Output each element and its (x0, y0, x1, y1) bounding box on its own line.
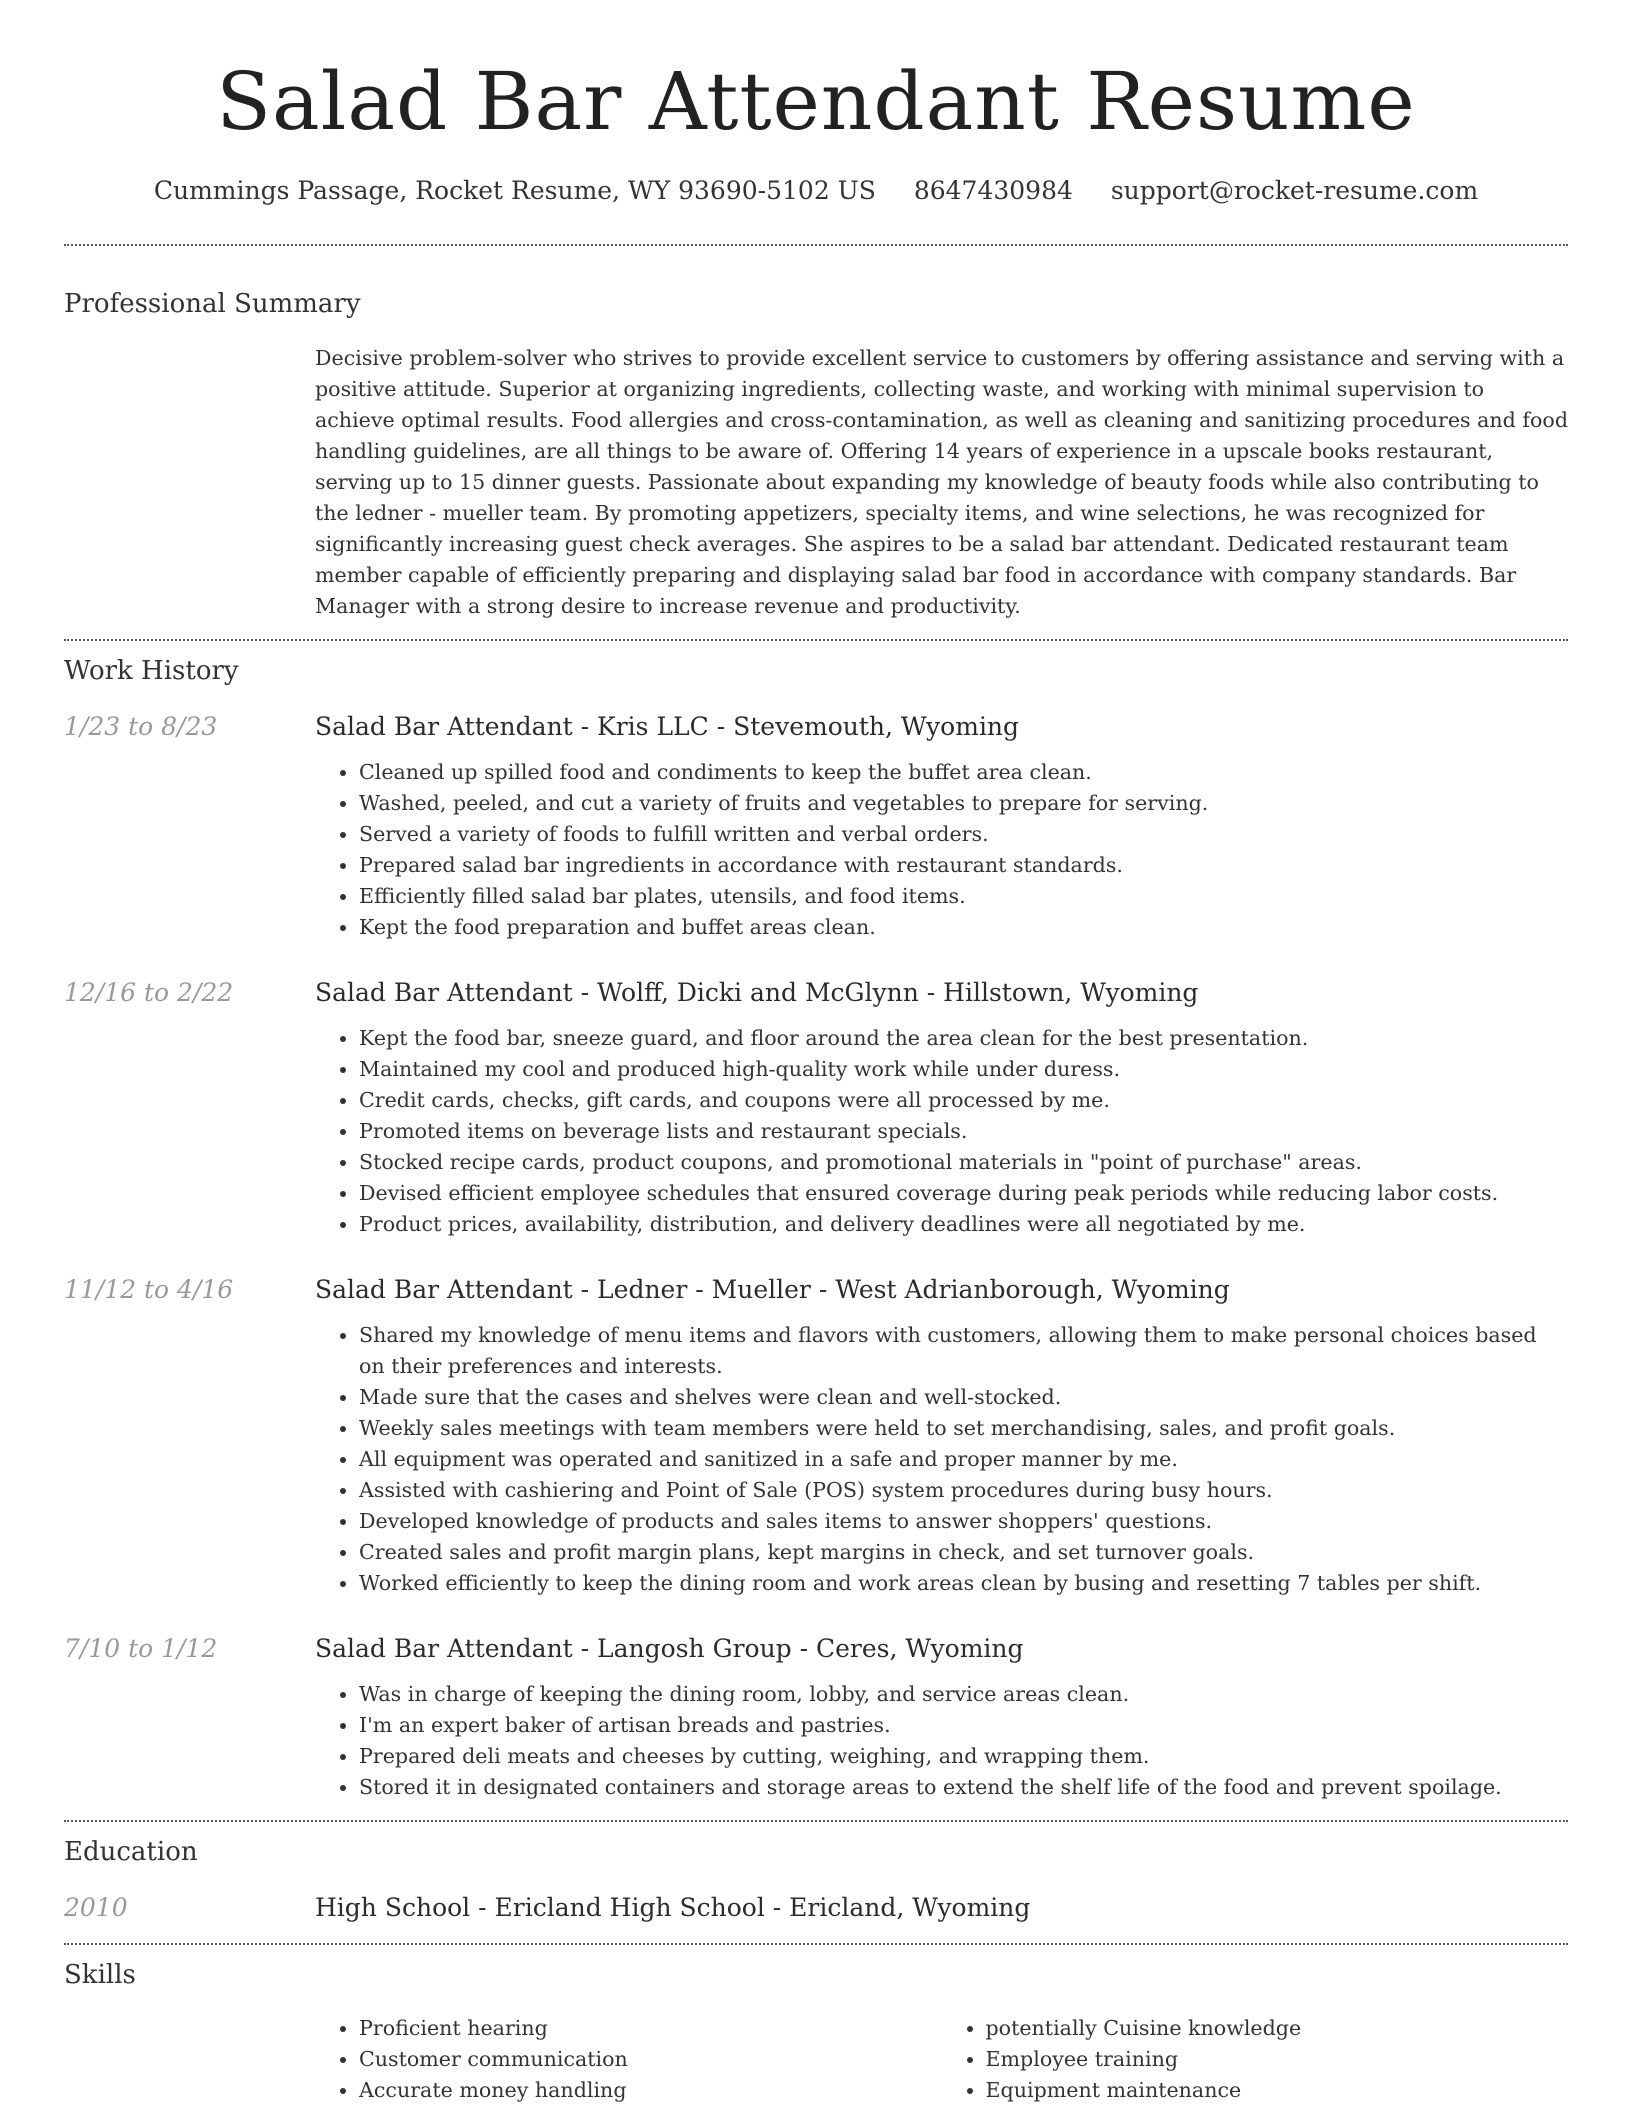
resume-page (64, 0, 1568, 2106)
job-title: Salad Bar Attendant - Kris LLC - Stevemouth, Wyoming (315, 712, 1020, 741)
job-bullet: • Promoted items on beverage lists and restaurant specials. (359, 1116, 1568, 1147)
section-divider (64, 639, 1568, 641)
education-heading: Education (64, 1837, 198, 1867)
skill-item: • Employee training (986, 2044, 1569, 2075)
job-bullet: • Kept the food preparation and buffet areas clean. (359, 912, 1568, 943)
job-bullet: • Efficiently filled salad bar plates, utensils, and food items. (359, 881, 1568, 912)
job-entry (64, 1272, 1568, 1599)
job-bullets (315, 1320, 1568, 1599)
job-bullets (315, 1023, 1568, 1240)
skill-item: • Equipment maintenance (986, 2075, 1569, 2106)
job-bullet: • Product prices, availability, distribution, and delivery deadlines were all negotiated by me. (359, 1209, 1568, 1240)
skill-item: • Accurate money handling (359, 2075, 942, 2106)
job-bullet: • Worked efficiently to keep the dining room and work areas clean by busing and resetting 7 tables per shift. (359, 1568, 1568, 1599)
job-title: Salad Bar Attendant - Langosh Group - Ceres, Wyoming (315, 1634, 1024, 1663)
job-bullet: • Was in charge of keeping the dining room, lobby, and service areas clean. (359, 1679, 1568, 1710)
job-dates: 12/16 to 2/22 (64, 978, 234, 1007)
contact-address: Cummings Passage, Rocket Resume, WY 93690-5102 US (153, 176, 876, 205)
work-history-heading: Work History (64, 656, 239, 686)
job-entry (64, 1631, 1568, 1803)
job-bullet: • I'm an expert baker of artisan breads and pastries. (359, 1710, 1568, 1741)
education-school: High School - Ericland High School - Ericland, Wyoming (315, 1893, 1031, 1922)
job-bullets (315, 1679, 1568, 1803)
job-bullet: • Prepared salad bar ingredients in accordance with restaurant standards. (359, 850, 1568, 881)
skills-row (64, 2013, 1568, 2106)
job-bullet: • Maintained my cool and produced high-quality work while under duress. (359, 1054, 1568, 1085)
job-bullet: • Kept the food bar, sneeze guard, and floor around the area clean for the best presentation. (359, 1023, 1568, 1054)
job-entry (64, 975, 1568, 1240)
job-bullet: • Served a variety of foods to fulfill written and verbal orders. (359, 819, 1568, 850)
job-bullet: • Weekly sales meetings with team members were held to set merchandising, sales, and profit goals. (359, 1413, 1568, 1444)
skills-heading: Skills (64, 1960, 136, 1990)
job-bullet: • Cleaned up spilled food and condiments to keep the buffet area clean. (359, 757, 1568, 788)
job-bullets (315, 757, 1568, 943)
section-divider (64, 244, 1568, 246)
skill-item: • potentially Cuisine knowledge (986, 2013, 1569, 2044)
job-dates: 1/23 to 8/23 (64, 712, 218, 741)
education-year: 2010 (64, 1893, 128, 1922)
job-bullet: • Washed, peeled, and cut a variety of fruits and vegetables to prepare for serving. (359, 788, 1568, 819)
job-bullet: • Assisted with cashiering and Point of Sale (POS) system procedures during busy hours. (359, 1475, 1568, 1506)
contact-phone: 8647430984 (913, 176, 1073, 205)
contact-line (64, 174, 1568, 208)
job-title: Salad Bar Attendant - Wolff, Dicki and McGlynn - Hillstown, Wyoming (315, 978, 1199, 1007)
education-entry (64, 1890, 1568, 1926)
summary-text: Decisive problem-solver who strives to provide excellent service to customers by offering assistance and serving with a positive attitude. Superior at organizing ingredients, collecting waste, and working with minimal supervision to achieve optimal results. Food allergies and cross-contamination, as well as cleaning and sanitizing procedures and food handling guidelines, are all things to be aware of. Offering 14 years of experience in a upscale books restaurant, serving up to 15 dinner guests. Passionate about expanding my knowledge of beauty foods while also contributing to the ledner - mueller team. By promoting appetizers, specialty items, and wine selections, he was recognized for significantly increasing guest check averages. She aspires to be a salad bar attendant. Dedicated restaurant team member capable of efficiently preparing and displaying salad bar food in accordance with company standards. Bar Manager with a strong desire to increase revenue and productivity. (315, 346, 1569, 618)
job-dates: 11/12 to 4/16 (64, 1275, 234, 1304)
skills-list-left (315, 2013, 942, 2106)
contact-email: support@rocket-resume.com (1110, 176, 1479, 205)
summary-heading: Professional Summary (64, 289, 361, 319)
skill-item: • Proficient hearing (359, 2013, 942, 2044)
job-entry (64, 709, 1568, 943)
section-divider (64, 1820, 1568, 1822)
job-bullet: • Credit cards, checks, gift cards, and coupons were all processed by me. (359, 1085, 1568, 1116)
skill-item: • Customer communication (359, 2044, 942, 2075)
section-divider (64, 1943, 1568, 1945)
summary-row (64, 343, 1568, 622)
job-bullet: • Devised efficient employee schedules that ensured coverage during peak periods while reducing labor costs. (359, 1178, 1568, 1209)
job-bullet: • Stocked recipe cards, product coupons, and promotional materials in "point of purchase" areas. (359, 1147, 1568, 1178)
job-bullet: • All equipment was operated and sanitized in a safe and proper manner by me. (359, 1444, 1568, 1475)
job-bullet: • Created sales and profit margin plans, kept margins in check, and set turnover goals. (359, 1537, 1568, 1568)
job-bullet: • Made sure that the cases and shelves were clean and well-stocked. (359, 1382, 1568, 1413)
job-dates: 7/10 to 1/12 (64, 1634, 218, 1663)
resume-title: Salad Bar Attendant Resume (216, 55, 1416, 148)
job-title: Salad Bar Attendant - Ledner - Mueller - West Adrianborough, Wyoming (315, 1275, 1230, 1304)
skills-list-right (942, 2013, 1569, 2106)
job-bullet: • Shared my knowledge of menu items and flavors with customers, allowing them to make personal choices based on their preferences and interests. (359, 1320, 1568, 1382)
job-bullet: • Prepared deli meats and cheeses by cutting, weighing, and wrapping them. (359, 1741, 1568, 1772)
job-bullet: • Developed knowledge of products and sales items to answer shoppers' questions. (359, 1506, 1568, 1537)
job-bullet: • Stored it in designated containers and storage areas to extend the shelf life of the food and prevent spoilage. (359, 1772, 1568, 1803)
